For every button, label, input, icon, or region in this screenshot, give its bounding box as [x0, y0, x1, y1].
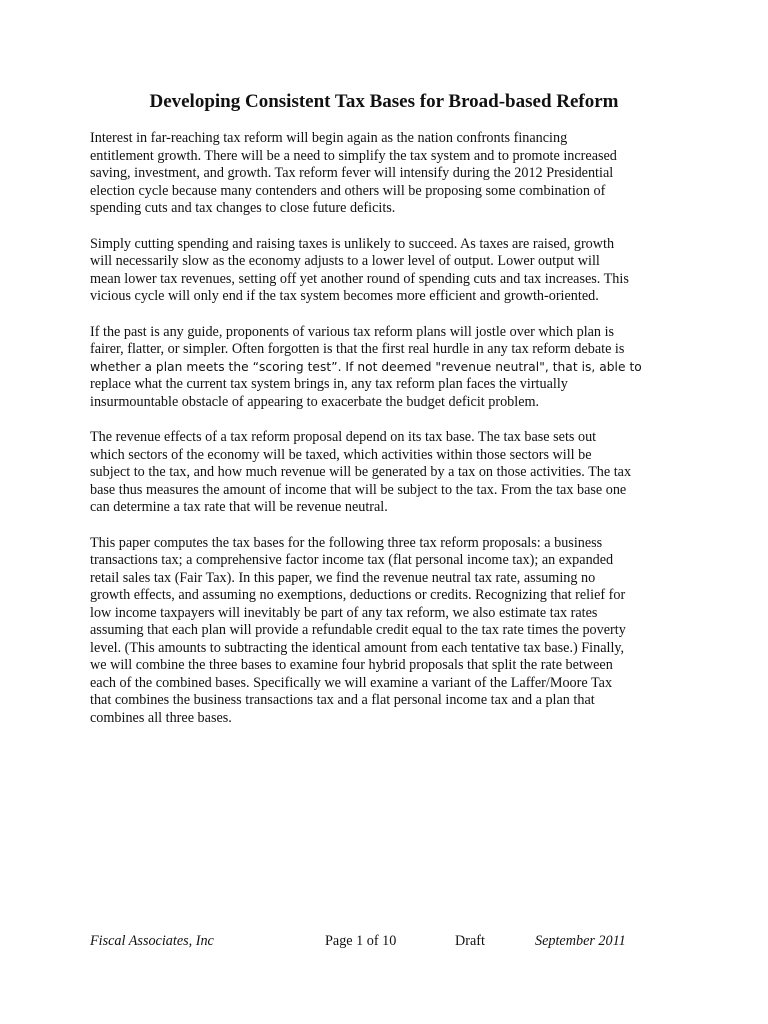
- paragraph-2: [90, 236, 680, 306]
- paragraph-line: fairer, flatter, or simpler. Often forgotten is that the first real hurdle in any tax reform debate is: [90, 341, 625, 357]
- paragraph-5: [90, 535, 680, 728]
- paragraph-line: low income taxpayers will inevitably be part of any tax reform, we also estimate tax rates: [90, 604, 598, 621]
- paragraph-line: will necessarily slow as the economy adjusts to a lower level of output. Lower output will: [90, 253, 600, 269]
- paragraph-line: which sectors of the economy will be taxed, which activities within those sectors will be: [90, 446, 592, 463]
- paragraph-line: can determine a tax rate that will be revenue neutral.: [90, 499, 388, 515]
- paragraph-line: whether a plan meets the “scoring test”. If not deemed "revenue neutral", that is, able to: [90, 359, 642, 374]
- paragraph-line: we will combine the three bases to examine four hybrid proposals that split the rate between: [90, 657, 613, 673]
- footer-date: September 2011: [535, 933, 626, 949]
- footer-organization: Fiscal Associates, Inc: [90, 933, 214, 949]
- paragraph-line: Interest in far-reaching tax reform will begin again as the nation confronts financing: [90, 130, 568, 146]
- paragraph-line: The revenue effects of a tax reform proposal depend on its tax base. The tax base sets out: [90, 429, 597, 445]
- paragraph-line: each of the combined bases. Specifically we will examine a variant of the Laffer/Moore Tax: [90, 674, 613, 691]
- paragraph-line: entitlement growth. There will be a need to simplify the tax system and to promote increased: [90, 147, 617, 164]
- paragraph-line: saving, investment, and growth. Tax reform fever will intensify during the 2012 Presidential: [90, 165, 614, 181]
- paragraph-line: that combines the business transactions tax and a flat personal income tax and a plan that: [90, 692, 595, 708]
- paragraph-line: level. (This amounts to subtracting the identical amount from each tentative tax base.) Finally,: [90, 639, 625, 656]
- page-footer: [0, 931, 768, 951]
- paragraph-line: replace what the current tax system brings in, any tax reform plan faces the virtually: [90, 376, 568, 392]
- paragraph-1: [90, 130, 680, 218]
- document-body: [90, 130, 680, 745]
- paragraph-line: mean lower tax revenues, setting off yet another round of spending cuts and tax increases. This: [90, 270, 629, 287]
- paragraph-line: combines all three bases.: [90, 709, 232, 726]
- paragraph-line: spending cuts and tax changes to close future deficits.: [90, 200, 396, 216]
- paragraph-line: transactions tax; a comprehensive factor income tax (flat personal income tax); an expanded: [90, 552, 614, 568]
- paragraph-line: assuming that each plan will provide a refundable credit equal to the tax rate times the poverty: [90, 622, 626, 638]
- paragraph-line: vicious cycle will only end if the tax system becomes more efficient and growth-oriented.: [90, 288, 599, 304]
- paragraph-4: [90, 429, 680, 517]
- paragraph-3: [90, 324, 680, 412]
- paragraph-line: election cycle because many contenders and others will be proposing some combination of: [90, 182, 606, 199]
- paragraph-line: insurmountable obstacle of appearing to exacerbate the budget deficit problem.: [90, 393, 540, 410]
- paragraph-line: This paper computes the tax bases for the following three tax reform proposals: a business: [90, 534, 603, 551]
- paragraph-line: Simply cutting spending and raising taxes is unlikely to succeed. As taxes are raised, growth: [90, 235, 615, 252]
- document-title: Developing Consistent Tax Bases for Broad-based Reform: [149, 91, 619, 112]
- paragraph-line: growth effects, and assuming no exemptions, deductions or credits. Recognizing that relief for: [90, 587, 626, 603]
- footer-page-number: Page 1 of 10: [325, 933, 397, 949]
- paragraph-line: If the past is any guide, proponents of various tax reform plans will jostle over which plan is: [90, 323, 615, 340]
- footer-draft-status: Draft: [455, 933, 485, 949]
- paragraph-line: subject to the tax, and how much revenue will be generated by a tax on those activities. The tax: [90, 464, 632, 480]
- paragraph-line: base thus measures the amount of income that will be subject to the tax. From the tax base one: [90, 481, 627, 498]
- paragraph-line: retail sales tax (Fair Tax). In this paper, we find the revenue neutral tax rate, assuming no: [90, 569, 596, 586]
